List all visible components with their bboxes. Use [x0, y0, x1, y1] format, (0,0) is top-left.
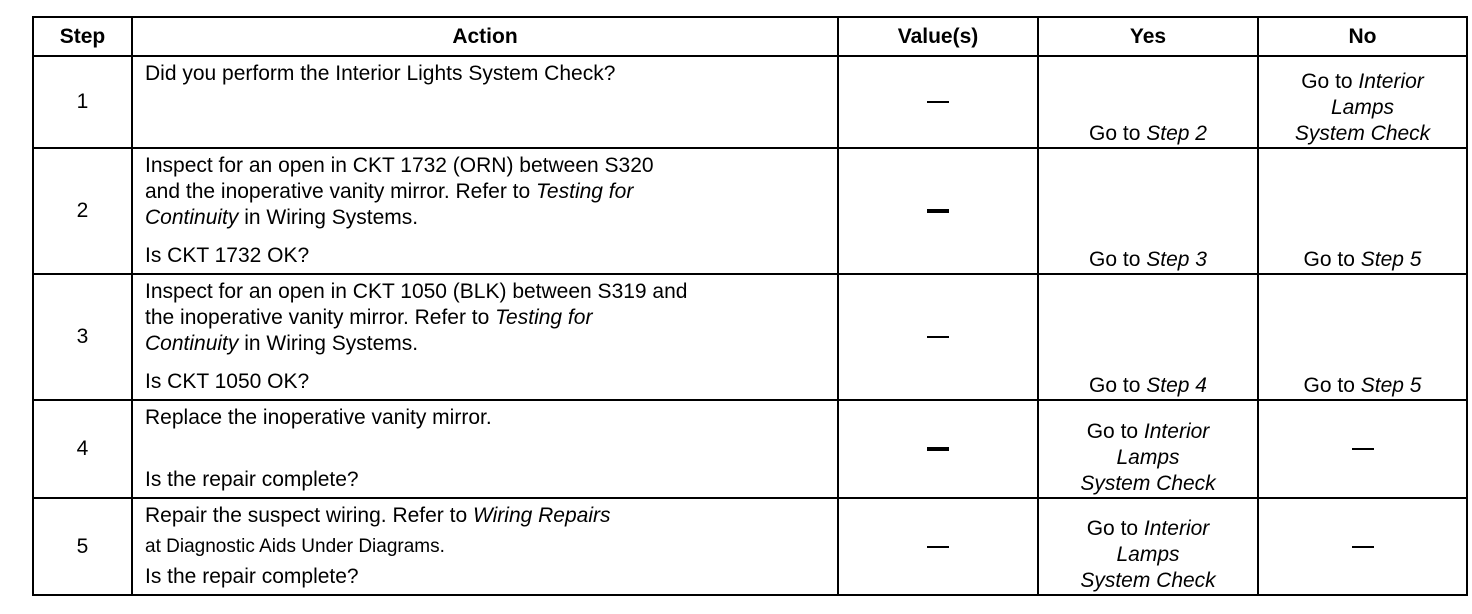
continuity-reference: Continuity	[145, 332, 239, 355]
step-number: 1	[33, 56, 132, 148]
yes-cell	[1038, 274, 1258, 400]
yes-prefix: Go to	[1086, 420, 1144, 443]
yes-cell	[1038, 400, 1258, 498]
action-line: Inspect for an open in CKT 1050 (BLK) between S319 and	[145, 280, 688, 303]
table-row	[33, 274, 1467, 400]
no-prefix: Go to	[1301, 70, 1359, 93]
value-dash	[927, 101, 949, 103]
no-dash	[1352, 546, 1374, 548]
wiring-repairs-reference: Wiring Repairs	[472, 504, 611, 527]
action-question: Is the repair complete?	[145, 565, 359, 588]
action-line: the inoperative vanity mirror. Refer to Testing for	[145, 306, 593, 329]
yes-ref-link-1[interactable]: Interior	[1143, 420, 1210, 443]
header-no: No	[1258, 17, 1467, 56]
action-instruction	[145, 279, 827, 357]
no-prefix: Go to	[1303, 374, 1361, 397]
yes-ref-link-2[interactable]: Lamps	[1116, 543, 1180, 566]
action-line: Inspect for an open in CKT 1732 (ORN) between S320	[145, 154, 654, 177]
table-row	[33, 148, 1467, 274]
yes-step-link[interactable]: Step 2	[1146, 122, 1207, 145]
value-cell	[838, 148, 1038, 274]
header-row	[33, 17, 1467, 56]
yes-prefix: Go to	[1089, 122, 1147, 145]
action-cell	[132, 274, 838, 400]
action-cell	[132, 400, 838, 498]
table-row	[33, 400, 1467, 498]
table-row	[33, 498, 1467, 595]
no-ref-link-2[interactable]: Lamps	[1330, 96, 1395, 119]
no-cell	[1258, 274, 1467, 400]
value-dash	[927, 209, 949, 213]
step-number: 4	[33, 400, 132, 498]
yes-prefix: Go to	[1089, 248, 1147, 271]
yes-prefix: Go to	[1086, 517, 1144, 540]
action-cell	[132, 498, 838, 595]
action-question: Is the repair complete?	[145, 468, 359, 491]
yes-cell	[1038, 498, 1258, 595]
no-cell	[1258, 56, 1467, 148]
value-dash	[927, 447, 949, 451]
step-number: 2	[33, 148, 132, 274]
yes-ref-link-3[interactable]: System Check	[1080, 472, 1216, 495]
yes-cell	[1038, 148, 1258, 274]
action-text: Did you perform the Interior Lights System Check?	[145, 62, 616, 85]
yes-step-link[interactable]: Step 3	[1146, 248, 1207, 271]
table-row	[33, 56, 1467, 148]
action-cell	[132, 56, 838, 148]
testing-reference: Testing for	[495, 306, 593, 329]
yes-cell	[1038, 56, 1258, 148]
value-cell	[838, 498, 1038, 595]
action-question: Is CKT 1732 OK?	[145, 244, 310, 267]
action-line: Replace the inoperative vanity mirror.	[145, 406, 492, 429]
no-ref-link-1[interactable]: Interior	[1358, 70, 1424, 93]
header-action: Action	[132, 17, 838, 56]
yes-ref-link-3[interactable]: System Check	[1080, 569, 1216, 592]
no-step-link[interactable]: Step 5	[1360, 248, 1422, 271]
value-cell	[838, 56, 1038, 148]
yes-ref-link-2[interactable]: Lamps	[1116, 446, 1180, 469]
action-cell	[132, 148, 838, 274]
no-cell	[1258, 400, 1467, 498]
header-values: Value(s)	[838, 17, 1038, 56]
no-step-link[interactable]: Step 5	[1360, 374, 1422, 397]
no-ref-link-3[interactable]: System Check	[1294, 122, 1431, 145]
action-line: and the inoperative vanity mirror. Refer to Testing for	[145, 180, 634, 203]
value-cell	[838, 400, 1038, 498]
value-dash	[927, 336, 949, 338]
continuity-reference: Continuity	[145, 206, 239, 229]
step-number: 5	[33, 498, 132, 595]
value-cell	[838, 274, 1038, 400]
diagnostic-table	[32, 16, 1468, 596]
action-question: Is CKT 1050 OK?	[145, 370, 310, 393]
action-line: Repair the suspect wiring. Refer to Wiring Repairs	[145, 504, 611, 527]
action-line: at Diagnostic Aids Under Diagrams.	[145, 535, 445, 557]
no-prefix: Go to	[1303, 248, 1361, 271]
no-cell	[1258, 148, 1467, 274]
yes-ref-link-1[interactable]: Interior	[1143, 517, 1210, 540]
action-line: Continuity in Wiring Systems.	[145, 206, 419, 229]
header-yes: Yes	[1038, 17, 1258, 56]
yes-step-link[interactable]: Step 4	[1146, 374, 1207, 397]
value-dash	[927, 546, 949, 548]
step-number: 3	[33, 274, 132, 400]
testing-reference: Testing for	[536, 180, 634, 203]
no-cell	[1258, 498, 1467, 595]
action-instruction	[145, 153, 827, 231]
header-step: Step	[33, 17, 132, 56]
action-line: Continuity in Wiring Systems.	[145, 332, 419, 355]
no-dash	[1352, 448, 1374, 450]
yes-prefix: Go to	[1089, 374, 1147, 397]
